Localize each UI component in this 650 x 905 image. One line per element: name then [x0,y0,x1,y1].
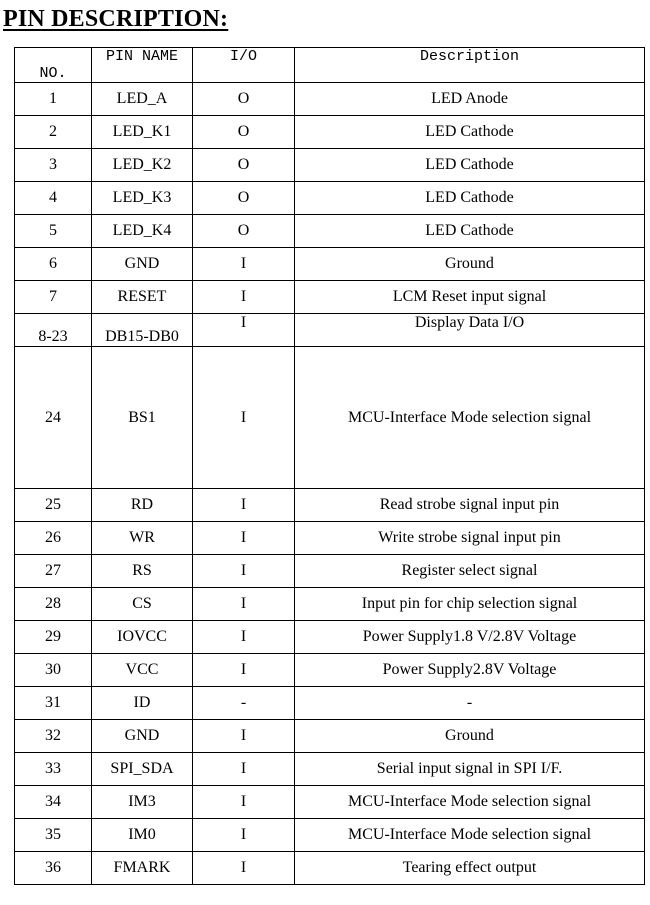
table-row [15,215,645,248]
pin-name: RD [92,489,193,522]
pin-name: ID [92,687,193,720]
pin-description: Write strobe signal input pin [295,522,645,555]
pin-name: BS1 [92,347,193,489]
pin-description: - [295,687,645,720]
pin-name: LED_K2 [92,149,193,182]
table-row [15,83,645,116]
pin-name: CS [92,588,193,621]
pin-name: RS [92,555,193,588]
pin-name: WR [92,522,193,555]
pin-description: LED Cathode [295,116,645,149]
pin-description: Power Supply2.8V Voltage [295,654,645,687]
header-no: NO. [15,48,92,83]
pin-io: - [193,687,295,720]
pin-description: Read strobe signal input pin [295,489,645,522]
pin-description: MCU-Interface Mode selection signal [295,786,645,819]
table-row [15,786,645,819]
pin-description: Power Supply1.8 V/2.8V Voltage [295,621,645,654]
table-row [15,522,645,555]
table-row [15,654,645,687]
table-row [15,281,645,314]
table-row [15,182,645,215]
pin-no: 4 [15,182,92,215]
pin-io: I [193,588,295,621]
pin-no: 27 [15,555,92,588]
pin-io: O [193,116,295,149]
table-row [15,116,645,149]
table-row [15,588,645,621]
pin-io: I [193,654,295,687]
pin-name: RESET [92,281,193,314]
pin-description: MCU-Interface Mode selection signal [295,347,645,489]
pin-name: GND [92,248,193,281]
pin-io: I [193,347,295,489]
pin-no: 5 [15,215,92,248]
pin-no: 3 [15,149,92,182]
pin-name: LED_K3 [92,182,193,215]
header-pin-name: PIN NAME [92,48,193,83]
table-row [15,753,645,786]
pin-name: VCC [92,654,193,687]
pin-description: LED Anode [295,83,645,116]
pin-io: I [193,720,295,753]
table-row [15,720,645,753]
table-row [15,248,645,281]
pin-name: GND [92,720,193,753]
pin-io: I [193,248,295,281]
pin-io: I [193,489,295,522]
pin-description: Input pin for chip selection signal [295,588,645,621]
pin-name: FMARK [92,852,193,885]
pin-io: O [193,182,295,215]
pin-description: MCU-Interface Mode selection signal [295,819,645,852]
table-row [15,489,645,522]
pin-io: O [193,215,295,248]
table-row [15,621,645,654]
pin-io: I [193,852,295,885]
pin-io: O [193,83,295,116]
pin-io: I [193,786,295,819]
pin-no: 30 [15,654,92,687]
pin-description: LCM Reset input signal [295,281,645,314]
page-title: PIN DESCRIPTION: [3,6,229,32]
pin-description: LED Cathode [295,182,645,215]
pin-no: 32 [15,720,92,753]
pin-name: IM3 [92,786,193,819]
pin-no: 8-23 [15,314,92,347]
pin-description: Tearing effect output [295,852,645,885]
table-row [15,852,645,885]
pin-name: IOVCC [92,621,193,654]
header-description: Description [295,48,645,83]
pin-no: 28 [15,588,92,621]
table-row [15,314,645,347]
pin-description: Display Data I/O [295,314,645,347]
pin-io: I [193,621,295,654]
pin-no: 6 [15,248,92,281]
pin-no: 36 [15,852,92,885]
table-row [15,687,645,720]
pin-io: I [193,281,295,314]
table-row [15,555,645,588]
pin-description: Serial input signal in SPI I/F. [295,753,645,786]
pin-io: I [193,555,295,588]
pin-description: LED Cathode [295,215,645,248]
pin-description: Ground [295,248,645,281]
pin-no: 31 [15,687,92,720]
pin-no: 33 [15,753,92,786]
pin-name: IM0 [92,819,193,852]
pin-name: LED_A [92,83,193,116]
pin-no: 26 [15,522,92,555]
pin-no: 2 [15,116,92,149]
pin-name: LED_K1 [92,116,193,149]
pin-description-table [14,47,645,885]
pin-name: LED_K4 [92,215,193,248]
pin-io: I [193,819,295,852]
pin-name: SPI_SDA [92,753,193,786]
pin-no: 24 [15,347,92,489]
pin-description: LED Cathode [295,149,645,182]
pin-description: Register select signal [295,555,645,588]
table-row [15,149,645,182]
table-row [15,819,645,852]
pin-no: 35 [15,819,92,852]
pin-io: I [193,522,295,555]
pin-io: I [193,314,295,347]
pin-no: 7 [15,281,92,314]
pin-no: 29 [15,621,92,654]
pin-no: 25 [15,489,92,522]
header-io: I/O [193,48,295,83]
table-header-row [15,48,645,83]
table-row [15,347,645,489]
pin-io: O [193,149,295,182]
pin-description: Ground [295,720,645,753]
pin-io: I [193,753,295,786]
pin-no: 34 [15,786,92,819]
pin-no: 1 [15,83,92,116]
pin-name: DB15-DB0 [92,314,193,347]
